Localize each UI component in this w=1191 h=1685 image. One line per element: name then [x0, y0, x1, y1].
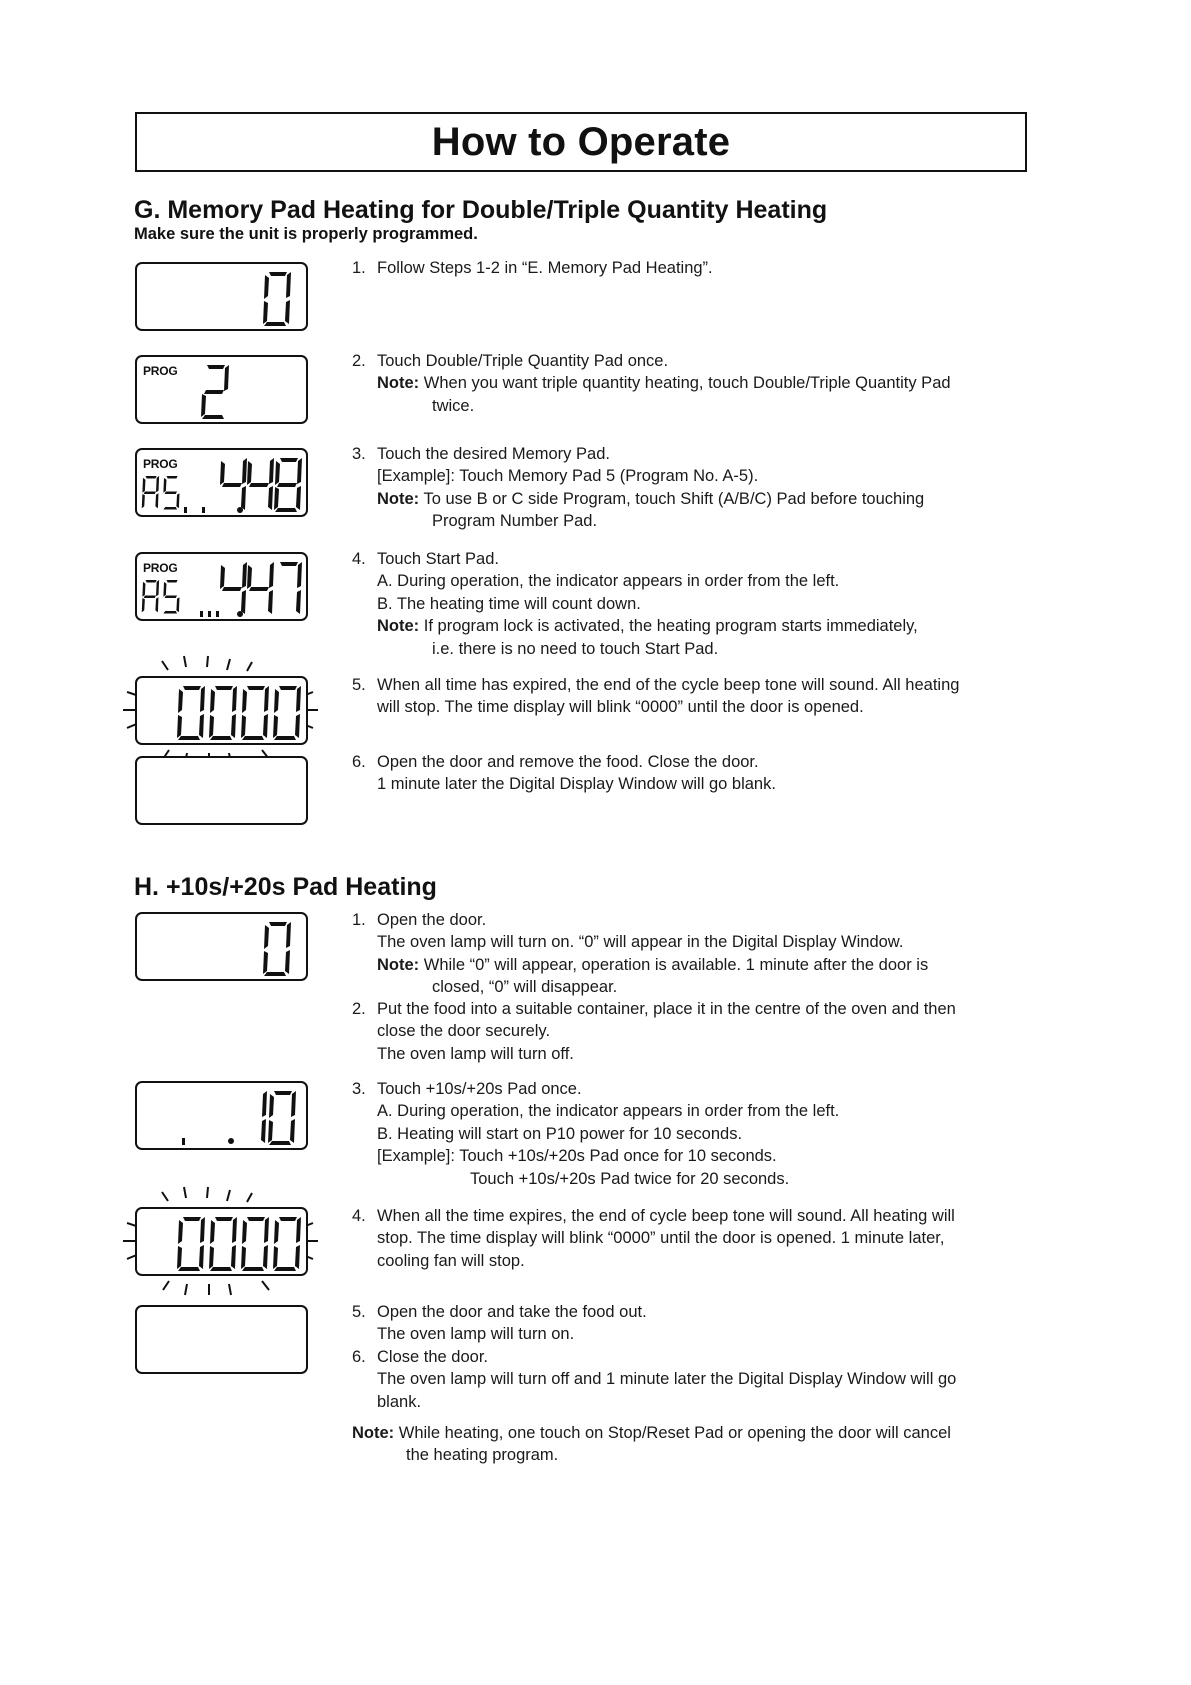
display-window-g6-blank [135, 756, 308, 825]
step-text-cont: The oven lamp will turn on. “0” will appear in the Digital Display Window. [377, 933, 904, 952]
note-text-cont: i.e. there is no need to touch Start Pad. [432, 639, 719, 658]
digit-2 [201, 365, 229, 419]
h-step-6 [352, 1346, 1022, 1413]
step-number: 3. [352, 1080, 366, 1098]
prog-indicator: PROG [143, 364, 178, 378]
digit-readout [137, 678, 310, 747]
step-text-cont: blank. [377, 1392, 422, 1411]
step-text: Touch Start Pad. [377, 550, 499, 568]
display-window [135, 1207, 308, 1276]
substep-a: A. During operation, the indicator appears in order from the left. [377, 572, 840, 591]
step-text: Put the food into a suitable container, place it in the centre of the oven and then [377, 1000, 956, 1018]
step-text: Open the door. [377, 911, 487, 929]
step-text: Touch Double/Triple Quantity Pad once. [377, 352, 669, 370]
example-text: Touch +10s/+20s Pad once for 10 seconds. [459, 1147, 777, 1166]
step-text: Close the door. [377, 1348, 488, 1366]
digit-A [142, 580, 159, 612]
note-text: When you want triple quantity heating, touch Double/Triple Quantity Pad [423, 374, 951, 393]
substep-a: A. During operation, the indicator appears in order from the left. [377, 1102, 840, 1121]
digit-readout [137, 264, 310, 333]
note-label: Note: [377, 955, 420, 974]
step-number: 3. [352, 445, 366, 463]
display-window-h3-blinking [135, 1207, 308, 1276]
display-window-g3 [135, 448, 308, 517]
display-window-h1 [135, 912, 308, 981]
display-window-g5-blinking [135, 676, 308, 745]
g-step-6 [352, 751, 1022, 796]
substep-b: B. The heating time will count down. [377, 594, 641, 613]
digit-readout [137, 1083, 310, 1152]
h-step-5 [352, 1301, 1022, 1346]
step-number: 4. [352, 1207, 366, 1225]
digit-0 [268, 1091, 296, 1145]
display-window-h2 [135, 1081, 308, 1150]
substep-b: B. Heating will start on P10 power for 10 seconds. [377, 1124, 743, 1143]
note-text: While heating, one touch on Stop/Reset Pad or opening the door will cancel [398, 1424, 951, 1442]
page-title-box [135, 112, 1027, 172]
step-number: 1. [352, 911, 366, 929]
note-label: Note: [352, 1424, 395, 1442]
example-label: [Example]: [377, 1147, 455, 1166]
step-text: When all the time expires, the end of cycle beep tone will sound. All heating will [377, 1207, 955, 1225]
note-label: Note: [377, 489, 420, 508]
digit-readout [137, 450, 310, 519]
page-title: How to Operate [431, 119, 731, 164]
step-number: 5. [352, 1303, 366, 1321]
h-step-3 [352, 1078, 1022, 1190]
digit-4 [247, 562, 274, 614]
display-window-g1 [135, 262, 308, 331]
digit-readout [137, 1209, 310, 1278]
display-window-h4-blank [135, 1305, 308, 1374]
g-step-2 [352, 350, 1022, 417]
h-step-2 [352, 998, 1022, 1065]
h-step-1 [352, 909, 1022, 999]
note-text: To use B or C side Program, touch Shift (A/B/C) Pad before touching [423, 489, 925, 508]
step-number: 2. [352, 352, 366, 370]
digit-5 [163, 580, 179, 613]
step-number: 1. [352, 259, 366, 277]
g-step-4 [352, 548, 1022, 660]
step-number: 6. [352, 1348, 366, 1366]
step-number: 6. [352, 753, 366, 771]
note-text-cont: Program Number Pad. [432, 512, 598, 531]
digit-4 [220, 458, 247, 510]
h-step-4 [352, 1205, 1022, 1272]
digit-0 [263, 272, 291, 326]
example-text: [Example]: Touch Memory Pad 5 (Program No. A-5). [377, 467, 759, 486]
prog-indicator: PROG [143, 561, 178, 575]
step-text-cont: 1 minute later the Digital Display Window will go blank. [377, 775, 776, 794]
note-label: Note: [377, 617, 420, 636]
step-text: Touch the desired Memory Pad. [377, 445, 610, 463]
digit-0 [263, 922, 291, 976]
prog-indicator: PROG [143, 457, 178, 471]
example-text-cont: Touch +10s/+20s Pad twice for 20 seconds. [470, 1169, 790, 1188]
display-window-g4 [135, 552, 308, 621]
digit-4 [247, 458, 274, 510]
display-window-g2 [135, 355, 308, 424]
digit-A [142, 476, 159, 508]
digit-readout [137, 357, 310, 426]
step-text: When all time has expired, the end of the cycle beep tone will sound. All heating [377, 676, 960, 694]
step-text-cont: cooling fan will stop. [377, 1251, 525, 1270]
section-g-heading: G. Memory Pad Heating for Double/Triple Quantity Heating [134, 196, 828, 224]
g-step-3 [352, 443, 1022, 533]
digit-8 [274, 458, 302, 512]
note-text-cont: the heating program. [406, 1446, 559, 1465]
step-text: Touch +10s/+20s Pad once. [377, 1080, 582, 1098]
digit-1 [261, 1091, 267, 1143]
digit-readout [137, 914, 310, 983]
h-final-note [352, 1422, 1022, 1467]
step-number: 2. [352, 1000, 366, 1018]
step-text-cont: The oven lamp will turn on. [377, 1325, 575, 1344]
step-text: Open the door and remove the food. Close the door. [377, 753, 759, 771]
step-number: 4. [352, 550, 366, 568]
digit-readout [137, 554, 310, 623]
note-text-cont: twice. [432, 396, 475, 415]
note-text: If program lock is activated, the heating program starts immediately, [423, 617, 918, 636]
g-step-5 [352, 674, 1022, 719]
step-text-cont: will stop. The time display will blink “0000” until the door is opened. [377, 698, 864, 717]
step-text-cont: close the door securely. [377, 1022, 551, 1041]
step-text-cont: stop. The time display will blink “0000” until the door is opened. 1 minute later, [377, 1229, 945, 1248]
note-text: While “0” will appear, operation is available. 1 minute after the door is [423, 955, 929, 974]
note-text-cont: closed, “0” will disappear. [432, 978, 618, 997]
digit-5 [163, 476, 179, 509]
step-text: Follow Steps 1-2 in “E. Memory Pad Heating”. [377, 259, 713, 277]
section-g-subheading: Make sure the unit is properly programmed. [134, 225, 478, 243]
g-step-1 [352, 257, 1022, 279]
step-number: 5. [352, 676, 366, 694]
step-text-cont: The oven lamp will turn off. [377, 1044, 574, 1063]
display-window [135, 676, 308, 745]
digit-4 [220, 562, 247, 614]
step-text-cont: The oven lamp will turn off and 1 minute later the Digital Display Window will go [377, 1370, 957, 1389]
section-h-heading: H. +10s/+20s Pad Heating [134, 873, 437, 901]
note-label: Note: [377, 374, 420, 393]
digit-7 [280, 562, 302, 614]
step-text: Open the door and take the food out. [377, 1303, 647, 1321]
